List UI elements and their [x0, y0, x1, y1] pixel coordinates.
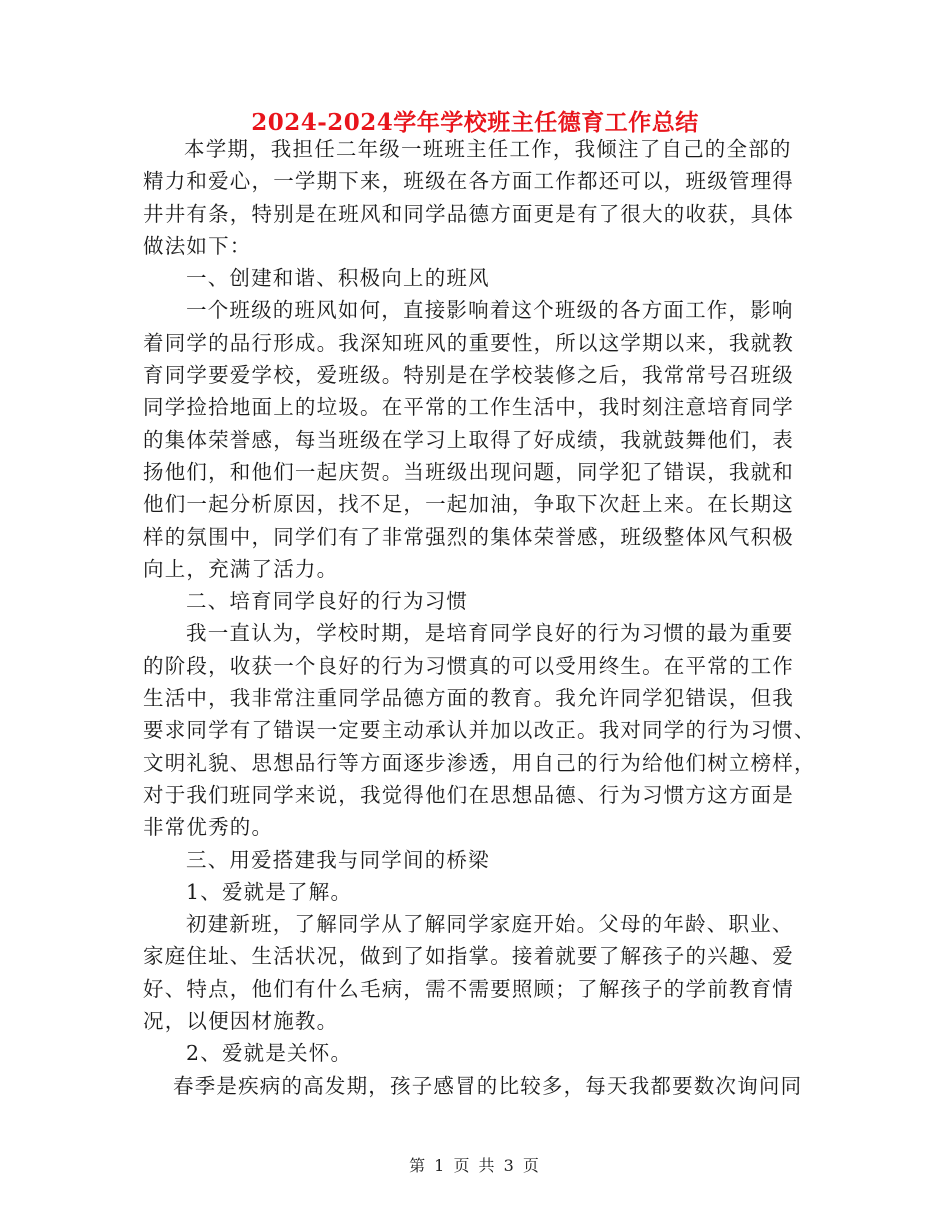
paragraph-line: 我一直认为，学校时期，是培育同学良好的行为习惯的最为重要: [186, 621, 794, 646]
section-heading: 三、用爱搭建我与同学间的桥梁: [186, 847, 490, 872]
paragraph-line: 同学捡拾地面上的垃圾。在平常的工作生活中，我时刻注意培育同学: [143, 395, 794, 420]
document-title: 2024-2024学年学校班主任德育工作总结: [251, 109, 699, 136]
paragraph-line: 的阶段，收获一个良好的行为习惯真的可以受用终生。在平常的工作: [143, 653, 794, 678]
paragraph-line: 做法如下：: [143, 233, 252, 258]
paragraph-line: 初建新班，了解同学从了解同学家庭开始。父母的年龄、职业、: [186, 912, 794, 937]
paragraph-line: 扬他们，和他们一起庆贺。当班级出现问题，同学犯了错误，我就和: [143, 459, 794, 484]
section-heading: 一、创建和谐、积极向上的班风: [186, 266, 490, 291]
subsection-heading: 2、爱就是关怀。: [186, 1041, 353, 1066]
paragraph-line: 非常优秀的。: [143, 815, 274, 840]
page-number-footer: 第 1 页 共 3 页: [409, 1156, 541, 1175]
paragraph-line: 他们一起分析原因，找不足，一起加油，争取下次赶上来。在长期这: [143, 492, 794, 517]
paragraph-line: 要求同学有了错误一定要主动承认并加以改正。我对同学的行为习惯、: [143, 718, 816, 743]
paragraph-line: 本学期，我担任二年级一班班主任工作，我倾注了自己的全部的: [184, 137, 792, 161]
paragraph-line: 文明礼貌、思想品行等方面逐步渗透，用自己的行为给他们树立榜样，: [143, 750, 816, 775]
section-heading: 二、培育同学良好的行为习惯: [186, 589, 469, 614]
paragraph-line: 况，以便因材施教。: [143, 1009, 339, 1034]
paragraph-line: 样的氛围中，同学们有了非常强烈的集体荣誉感，班级整体风气积极: [143, 524, 794, 549]
paragraph-line: 春季是疾病的高发期，孩子感冒的比较多，每天我都要数次询问同: [173, 1073, 803, 1098]
paragraph-line: 向上，充满了活力。: [143, 556, 339, 581]
paragraph-line: 育同学要爱学校，爱班级。特别是在学校装修之后，我常常号召班级: [143, 363, 794, 388]
paragraph-line: 一个班级的班风如何，直接影响着这个班级的各方面工作，影响: [186, 298, 794, 323]
paragraph-line: 生活中，我非常注重同学品德方面的教育。我允许同学犯错误，但我: [143, 686, 794, 711]
paragraph-line: 对于我们班同学来说，我觉得他们在思想品德、行为习惯方这方面是: [143, 782, 794, 807]
paragraph-line: 着同学的品行形成。我深知班风的重要性，所以这学期以来，我就教: [143, 330, 794, 355]
paragraph-line: 的集体荣誉感，每当班级在学习上取得了好成绩，我就鼓舞他们，表: [143, 427, 794, 452]
paragraph-line: 好、特点，他们有什么毛病，需不需要照顾；了解孩子的学前教育情: [143, 976, 794, 1001]
paragraph-line: 井井有条，特别是在班风和同学品德方面更是有了很大的收获，具体: [143, 201, 794, 226]
document-body: [143, 133, 816, 1102]
subsection-heading: 1、爱就是了解。: [186, 879, 353, 904]
paragraph-line: 精力和爱心，一学期下来，班级在各方面工作都还可以，班级管理得: [143, 169, 794, 194]
paragraph-line: 家庭住址、生活状况，做到了如指掌。接着就要了解孩子的兴趣、爱: [143, 944, 794, 969]
